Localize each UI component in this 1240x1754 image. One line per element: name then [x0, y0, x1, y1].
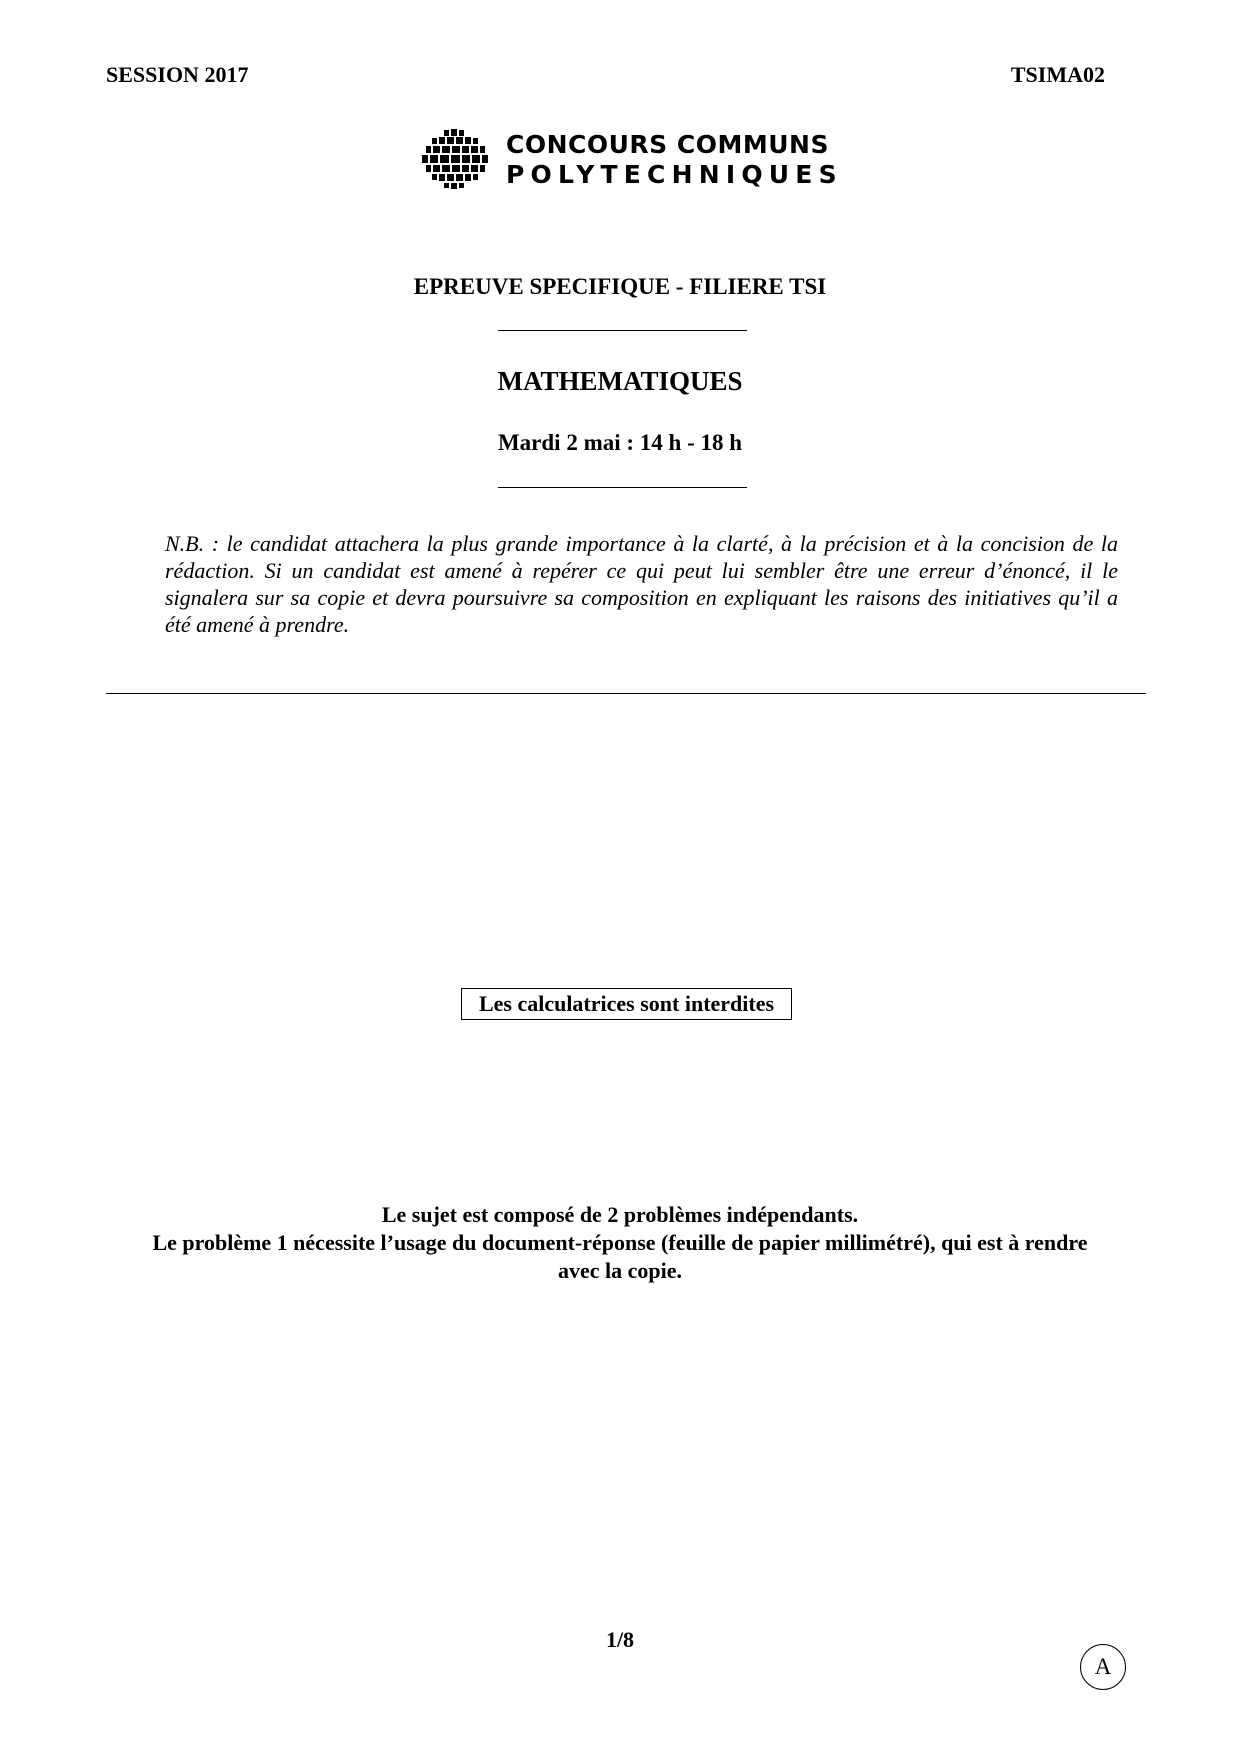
section-divider [106, 693, 1146, 694]
exam-date: Mardi 2 mai : 14 h - 18 h [497, 430, 743, 455]
logo-line-2: POLYTECHNIQUES [506, 160, 843, 189]
instructions-note: N.B. : le candidat attachera la plus grande importance à la clarté, à la précision et à la concision de la rédaction. Si un candidat est amené à repérer ce qui peut lui sembler être une erreur d’énoncé, il le signalera sur sa copie et devra poursuivre sa composition en expliquant les raisons des initiatives qu’il a été amené à prendre. [165, 531, 1118, 637]
globe-grid-icon [420, 128, 490, 190]
subject-description [0, 1201, 1240, 1285]
calculator-notice: Les calculatrices sont interdites [461, 988, 792, 1020]
sujet-line-2: Le problème 1 nécessite l’usage du document-réponse (feuille de papier millimétré), qui est à rendre [152, 1230, 1088, 1255]
variant-badge: A [1080, 1644, 1126, 1690]
subject-title: MATHEMATIQUES [497, 366, 743, 396]
exam-title: EPREUVE SPECIFIQUE - FILIERE TSI [413, 274, 827, 299]
sujet-line-1: Le sujet est composé de 2 problèmes indépendants. [381, 1202, 859, 1227]
exam-code: TSIMA02 [1010, 62, 1105, 87]
divider [498, 487, 747, 488]
logo [420, 128, 843, 192]
sujet-line-3: avec la copie. [557, 1258, 683, 1283]
logo-line-1: CONCOURS COMMUNS [506, 130, 829, 159]
logo-wordmark [506, 130, 843, 190]
divider [498, 330, 747, 331]
session-label: SESSION 2017 [106, 62, 249, 87]
page-number: 1/8 [605, 1627, 635, 1652]
